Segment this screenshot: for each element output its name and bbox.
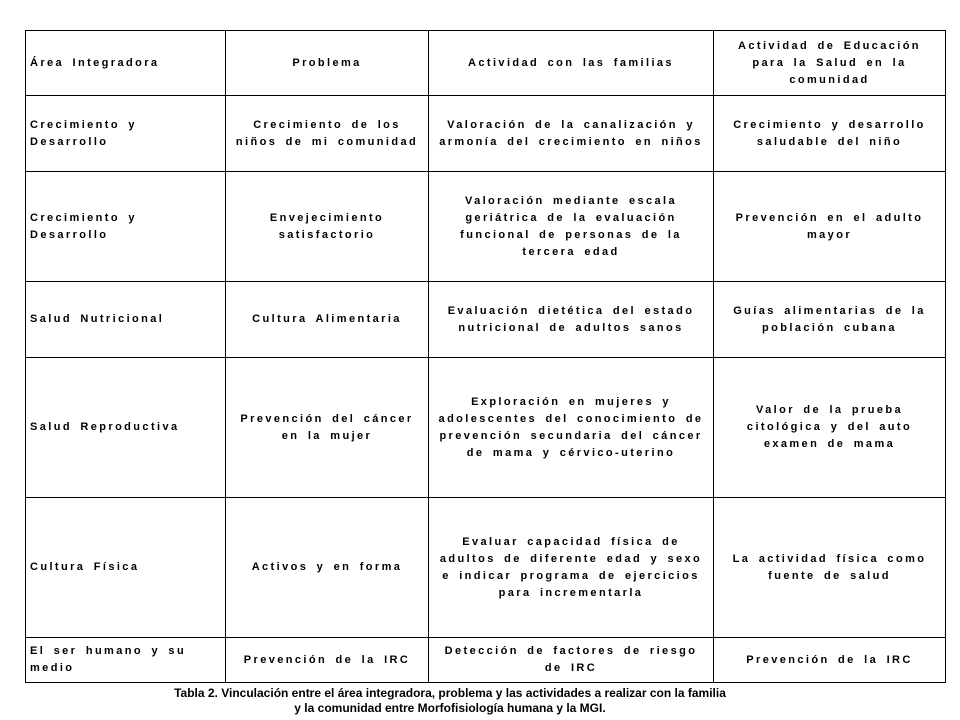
cell-area: Salud Reproductiva [26, 358, 226, 498]
cell-actividad-comunidad: Valor de la prueba citológica y del auto examen de mama [714, 358, 946, 498]
table-row [26, 282, 946, 358]
table-caption [0, 686, 900, 716]
header-area: Área Integradora [26, 31, 226, 96]
table-header-row [26, 31, 946, 96]
cell-problema: Crecimiento de los niños de mi comunidad [226, 96, 429, 172]
cell-area: Crecimiento y Desarrollo [26, 172, 226, 282]
caption-line-1: Tabla 2. Vinculación entre el área integradora, problema y las actividades a realizar con la familia [174, 686, 726, 700]
cell-problema: Prevención del cáncer en la mujer [226, 358, 429, 498]
integration-table [25, 30, 946, 683]
cell-problema: Envejecimiento satisfactorio [226, 172, 429, 282]
caption-line-2: y la comunidad entre Morfofisiología humana y la MGI. [294, 701, 606, 715]
cell-problema: Activos y en forma [226, 498, 429, 638]
cell-area: El ser humano y su medio [26, 638, 226, 683]
cell-area: Salud Nutricional [26, 282, 226, 358]
header-actividad-familias: Actividad con las familias [429, 31, 714, 96]
cell-actividad-familias: Exploración en mujeres y adolescentes del conocimiento de prevención secundaria del cáncer de mama y cérvico-uterino [429, 358, 714, 498]
cell-actividad-comunidad: Prevención en el adulto mayor [714, 172, 946, 282]
table-row [26, 96, 946, 172]
header-problema: Problema [226, 31, 429, 96]
cell-actividad-comunidad: La actividad física como fuente de salud [714, 498, 946, 638]
cell-problema: Prevención de la IRC [226, 638, 429, 683]
header-actividad-comunidad: Actividad de Educación para la Salud en la comunidad [714, 31, 946, 96]
cell-actividad-familias: Valoración de la canalización y armonía del crecimiento en niños [429, 96, 714, 172]
cell-actividad-comunidad: Prevención de la IRC [714, 638, 946, 683]
cell-problema: Cultura Alimentaria [226, 282, 429, 358]
table-row [26, 498, 946, 638]
cell-actividad-comunidad: Guías alimentarias de la población cubana [714, 282, 946, 358]
cell-area: Cultura Física [26, 498, 226, 638]
cell-actividad-familias: Valoración mediante escala geriátrica de la evaluación funcional de personas de la tercera edad [429, 172, 714, 282]
table-row [26, 638, 946, 683]
cell-area: Crecimiento y Desarrollo [26, 96, 226, 172]
cell-actividad-familias: Detección de factores de riesgo de IRC [429, 638, 714, 683]
cell-actividad-familias: Evaluar capacidad física de adultos de diferente edad y sexo e indicar programa de ejercicios para incrementarla [429, 498, 714, 638]
table-row [26, 172, 946, 282]
cell-actividad-comunidad: Crecimiento y desarrollo saludable del niño [714, 96, 946, 172]
cell-actividad-familias: Evaluación dietética del estado nutricional de adultos sanos [429, 282, 714, 358]
table-row [26, 358, 946, 498]
